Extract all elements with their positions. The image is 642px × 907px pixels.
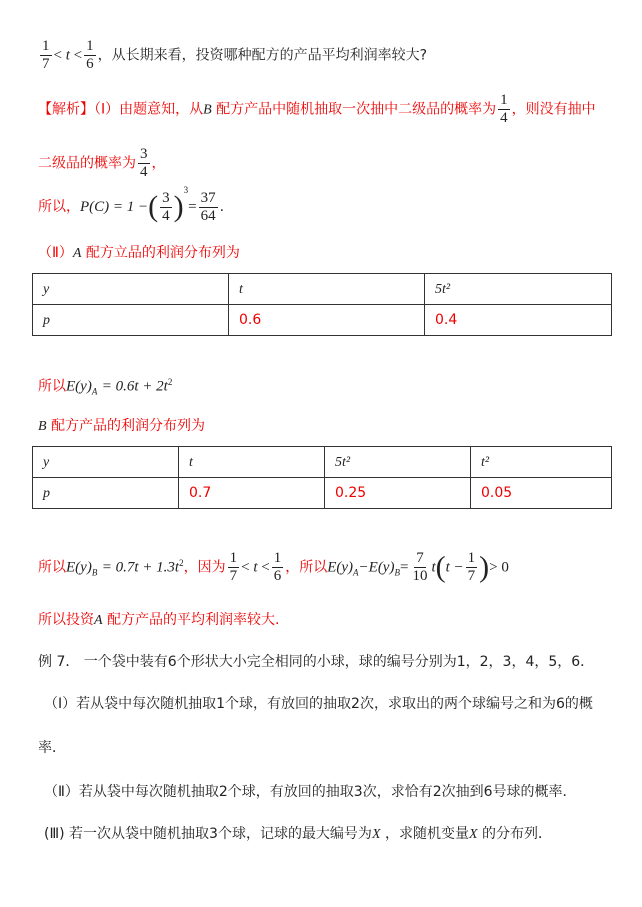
fraction-seven-tenths: $\frac{7}{10}$ — [412, 550, 428, 584]
var-b: B — [38, 419, 47, 434]
table-cell — [229, 274, 425, 305]
fraction-one-seventh: $\frac{1}{7}$ — [229, 550, 238, 584]
example7-q1 — [44, 694, 593, 714]
exponent: 3 — [183, 185, 189, 195]
p1-line2-end: ， — [151, 155, 166, 172]
example7-statement — [38, 652, 594, 672]
cell-text: t — [189, 454, 193, 470]
var-t: t — [253, 559, 258, 576]
fraction-result: $\frac{37}{64}$ — [200, 189, 216, 224]
fraction-one-sixth: $\frac{1}{6}$ — [273, 550, 282, 584]
fraction-one-seventh: $\frac{1}{7}$ — [42, 38, 50, 72]
subscript-a: A — [91, 386, 98, 397]
cell-value: 0.05 — [481, 485, 513, 501]
example7-q3 — [44, 824, 552, 845]
table-cell — [425, 274, 612, 305]
cell-text: y — [43, 454, 50, 470]
probability-formula-line: 所以，P(C) = 1 −( $\frac{3}{4}$ )$^3$= $\frac{37}{64}$ . — [38, 185, 225, 224]
fraction-one-sixth: $\frac{1}{6}$ — [86, 38, 94, 72]
q3-text-a: 若一次从袋中随机抽取3个球，记球的最大编号为 — [69, 826, 372, 842]
distribution-table-a — [32, 273, 612, 336]
analysis-label: 【解析】 — [38, 101, 94, 118]
so-label: 所以， — [38, 199, 80, 215]
expectation-a-rhs: = 0.6t + 2t — [101, 378, 168, 395]
formula-lhs: P(C) = 1 − — [80, 199, 149, 215]
expectation-b: E(y) — [66, 559, 92, 576]
table-cell — [179, 478, 325, 509]
conclusion-line — [38, 610, 279, 631]
part2-heading — [38, 243, 240, 264]
example7-q2 — [44, 782, 577, 802]
p1-line2-text: 二级品的概率为 — [38, 155, 136, 172]
conclusion-text-a: 所以投资 — [38, 612, 94, 628]
example-title: 例 7． — [38, 654, 80, 670]
analysis-part1-line2 — [38, 146, 166, 181]
table-cell — [33, 274, 229, 305]
diff-eb: −E(y) — [358, 559, 395, 576]
table-cell — [33, 447, 179, 478]
table-b-text: 配方产品的利润分布列为 — [51, 418, 206, 434]
example7-q1-cont — [38, 738, 66, 758]
cell-value: 0.6 — [239, 312, 262, 328]
cell-text: 5t² — [435, 281, 451, 297]
q2-text: 若从袋中每次随机抽取2个球，有放回的抽取3次，求恰有2次抽到6号球的概率． — [78, 784, 577, 800]
so-label: 所以 — [38, 378, 66, 395]
table-cell — [229, 305, 425, 336]
table-row — [33, 447, 612, 478]
table-cell — [33, 478, 179, 509]
because-label: ，因为 — [183, 559, 226, 576]
table-row — [33, 305, 612, 336]
cell-text: y — [43, 281, 50, 297]
table-cell — [325, 478, 471, 509]
expectation-a-line — [38, 372, 172, 401]
question-text: ，从长期来看，投资哪种配方的产品平均利润率较大? — [97, 47, 428, 64]
so-label: 所以 — [38, 559, 66, 576]
table-cell — [325, 447, 471, 478]
q2-label: （Ⅱ） — [44, 784, 79, 800]
table-b-heading — [38, 416, 205, 437]
diff-ea: E(y) — [327, 559, 354, 576]
greater-than-zero: > 0 — [489, 559, 509, 576]
so-label-2: ，所以 — [285, 559, 328, 576]
part1-label: （Ⅰ） — [94, 101, 120, 118]
period: . — [219, 199, 225, 215]
q3-text-c: 的分布列． — [481, 826, 552, 842]
q1-text: 若从袋中每次随机抽取1个球，有放回的抽取2次，求取出的两个球编号之和为6的概 — [76, 696, 593, 712]
table-cell — [471, 478, 612, 509]
table-cell — [425, 305, 612, 336]
var-a: A — [72, 246, 82, 261]
table-cell — [33, 305, 229, 336]
question-condition-line: $\frac{1}{7}$ < t < $\frac{1}{6}$ ，从长期来看，投资哪种配方的产品平均利润率较大? — [42, 38, 428, 72]
cell-value: 0.25 — [335, 485, 367, 501]
exponent: 2 — [167, 377, 173, 387]
table-cell — [471, 447, 612, 478]
fraction-one-quarter: $\frac{1}{4}$ — [500, 92, 508, 126]
example-text: 一个袋中装有6个形状大小完全相同的小球，球的编号分别为1，2，3，4，5，6． — [83, 654, 595, 670]
expectation-a: E(y) — [66, 378, 92, 395]
diff-inner: t − — [445, 559, 464, 576]
q3-label: (Ⅲ) — [44, 826, 65, 842]
analysis-part1-line1 — [38, 92, 596, 127]
subscript-b: B — [91, 567, 98, 578]
subscript-a: A — [353, 567, 359, 578]
cell-text: 5t² — [335, 454, 351, 470]
table-row — [33, 274, 612, 305]
table-cell — [179, 447, 325, 478]
var-t: t — [65, 47, 70, 64]
expectation-b-line: 所以$E(y)_B = 0.7t + 1.3t^2$，因为 $\frac{1}{7}$ < t < $\frac{1}{6}$ ，所以$E(y)_A-E(y)_B=$ $\frac{7}{10}$ t(t − $\frac{1}{7}$ )> 0 — [38, 550, 509, 584]
table-row — [33, 478, 612, 509]
equals: = — [188, 199, 197, 215]
equals: = — [399, 559, 409, 576]
p1-text-c: ，则没有抽中 — [511, 101, 596, 118]
expectation-b-rhs: = 0.7t + 1.3t — [101, 559, 180, 576]
conclusion-text-b: 配方产品的平均利润率较大. — [107, 612, 280, 628]
cell-text: p — [43, 312, 50, 328]
p1-text-b: 配方产品中随机抽取一次抽中二级品的概率为 — [216, 101, 497, 118]
part2-label: （Ⅱ） — [38, 245, 73, 261]
fraction-three-quarters-power: $\frac{3}{4}$ — [162, 189, 170, 224]
q1-continuation: 率． — [38, 740, 66, 756]
var-b: B — [203, 102, 212, 118]
subscript-b: B — [394, 567, 400, 578]
exponent: 2 — [179, 557, 184, 568]
fraction-one-seventh: $\frac{1}{7}$ — [467, 550, 476, 584]
var-a: A — [94, 613, 103, 628]
p1-text-a: 由题意知，从 — [119, 101, 204, 118]
q1-label: （Ⅰ） — [44, 696, 77, 712]
cell-value: 0.4 — [435, 312, 458, 328]
part2-text: 配方立品的利润分布列为 — [85, 245, 240, 261]
cell-text: p — [43, 485, 50, 501]
var-t: t — [431, 559, 436, 576]
q3-text-b: ，求随机变量 — [384, 826, 469, 842]
var-x: X — [371, 827, 381, 842]
var-x: X — [468, 827, 478, 842]
cell-value: 0.7 — [189, 485, 212, 501]
cell-text: t — [239, 281, 243, 297]
fraction-three-quarters: $\frac{3}{4}$ — [140, 146, 148, 180]
distribution-table-b — [32, 446, 612, 509]
cell-text: t² — [481, 454, 490, 470]
